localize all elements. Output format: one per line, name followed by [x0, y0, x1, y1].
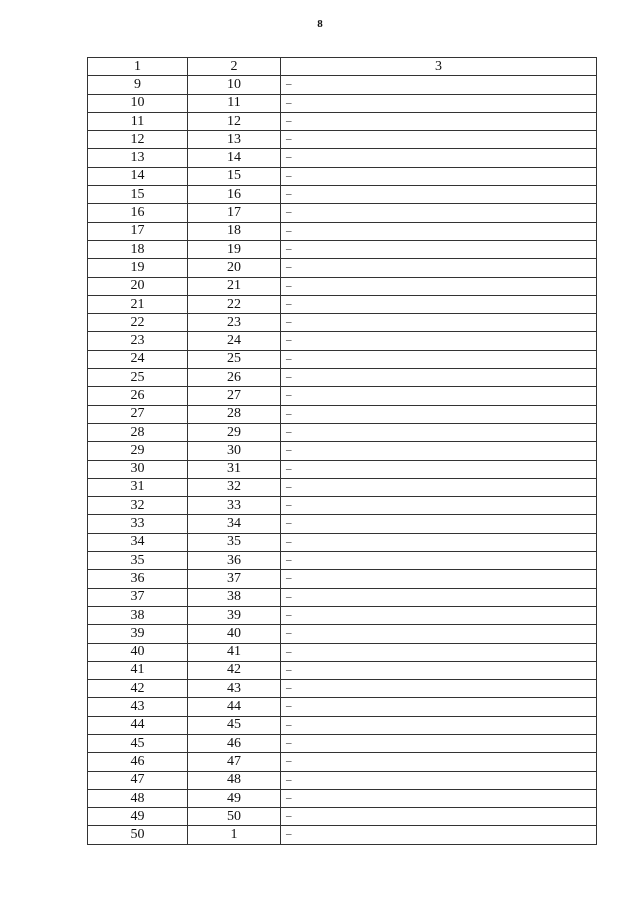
- column-header-3: 3: [281, 58, 597, 76]
- table-row: [88, 442, 597, 460]
- table-cell-col-1: 11: [88, 112, 188, 130]
- table-cell-col-3: –: [281, 94, 597, 112]
- table-cell-col-3: –: [281, 350, 597, 368]
- table-cell-col-1: 49: [88, 808, 188, 826]
- table-cell-col-1: 13: [88, 149, 188, 167]
- table-cell-col-2: 26: [188, 369, 281, 387]
- table-cell-col-3: –: [281, 625, 597, 643]
- table-cell-col-2: 19: [188, 240, 281, 258]
- table-cell-col-2: 35: [188, 533, 281, 551]
- table-cell-col-1: 41: [88, 661, 188, 679]
- table-cell-col-1: 21: [88, 295, 188, 313]
- table-cell-col-2: 31: [188, 460, 281, 478]
- table-row: [88, 332, 597, 350]
- table-cell-col-2: 34: [188, 515, 281, 533]
- table-row: [88, 734, 597, 752]
- table-row: [88, 789, 597, 807]
- table-cell-col-3: –: [281, 167, 597, 185]
- table-cell-col-3: –: [281, 661, 597, 679]
- table-row: [88, 94, 597, 112]
- table-cell-col-3: –: [281, 277, 597, 295]
- table-cell-col-1: 32: [88, 497, 188, 515]
- table-cell-col-2: 33: [188, 497, 281, 515]
- table-cell-col-2: 23: [188, 314, 281, 332]
- table-row: [88, 478, 597, 496]
- table-header-row: [88, 58, 597, 76]
- table-cell-col-3: –: [281, 369, 597, 387]
- table-cell-col-1: 31: [88, 478, 188, 496]
- table-cell-col-3: –: [281, 771, 597, 789]
- table-cell-col-1: 44: [88, 716, 188, 734]
- table-cell-col-1: 29: [88, 442, 188, 460]
- table-cell-col-1: 47: [88, 771, 188, 789]
- column-header-1: 1: [88, 58, 188, 76]
- table-cell-col-1: 20: [88, 277, 188, 295]
- table-cell-col-3: –: [281, 442, 597, 460]
- table-row: [88, 204, 597, 222]
- table-row: [88, 460, 597, 478]
- table-row: [88, 570, 597, 588]
- table-row: [88, 277, 597, 295]
- table-cell-col-3: –: [281, 680, 597, 698]
- table-cell-col-3: –: [281, 789, 597, 807]
- table-cell-col-2: 45: [188, 716, 281, 734]
- table-cell-col-2: 18: [188, 222, 281, 240]
- table-cell-col-2: 36: [188, 552, 281, 570]
- table-cell-col-2: 28: [188, 405, 281, 423]
- table-cell-col-2: 11: [188, 94, 281, 112]
- table-cell-col-3: –: [281, 716, 597, 734]
- table-row: [88, 405, 597, 423]
- table-cell-col-1: 37: [88, 588, 188, 606]
- table-cell-col-3: –: [281, 497, 597, 515]
- table-cell-col-3: –: [281, 295, 597, 313]
- table-cell-col-1: 33: [88, 515, 188, 533]
- table-cell-col-3: –: [281, 643, 597, 661]
- table-cell-col-1: 42: [88, 680, 188, 698]
- table-cell-col-3: –: [281, 734, 597, 752]
- table-row: [88, 167, 597, 185]
- table-cell-col-1: 38: [88, 606, 188, 624]
- table-cell-col-3: –: [281, 478, 597, 496]
- table-row: [88, 643, 597, 661]
- table-cell-col-1: 25: [88, 369, 188, 387]
- table-cell-col-1: 9: [88, 76, 188, 94]
- table-cell-col-3: –: [281, 259, 597, 277]
- table-cell-col-3: –: [281, 76, 597, 94]
- table-row: [88, 387, 597, 405]
- table-cell-col-2: 39: [188, 606, 281, 624]
- table-cell-col-2: 13: [188, 131, 281, 149]
- table-cell-col-3: –: [281, 698, 597, 716]
- table-row: [88, 771, 597, 789]
- table-cell-col-3: –: [281, 387, 597, 405]
- table-cell-col-2: 41: [188, 643, 281, 661]
- table-cell-col-2: 44: [188, 698, 281, 716]
- table-cell-col-3: –: [281, 588, 597, 606]
- table-cell-col-2: 22: [188, 295, 281, 313]
- table-cell-col-3: –: [281, 423, 597, 441]
- page-number: 8: [317, 18, 323, 30]
- table-cell-col-1: 22: [88, 314, 188, 332]
- table-row: [88, 625, 597, 643]
- table-cell-col-3: –: [281, 112, 597, 130]
- table-cell-col-2: 17: [188, 204, 281, 222]
- table-cell-col-3: –: [281, 552, 597, 570]
- table-cell-col-3: –: [281, 405, 597, 423]
- table-cell-col-1: 27: [88, 405, 188, 423]
- table-cell-col-3: –: [281, 240, 597, 258]
- table-cell-col-1: 19: [88, 259, 188, 277]
- table-cell-col-2: 20: [188, 259, 281, 277]
- table-cell-col-1: 40: [88, 643, 188, 661]
- table-row: [88, 222, 597, 240]
- table-cell-col-1: 23: [88, 332, 188, 350]
- table-row: [88, 515, 597, 533]
- table-cell-col-2: 21: [188, 277, 281, 295]
- table-row: [88, 808, 597, 826]
- table-cell-col-2: 32: [188, 478, 281, 496]
- table-cell-col-3: –: [281, 186, 597, 204]
- table-cell-col-1: 10: [88, 94, 188, 112]
- table-cell-col-2: 42: [188, 661, 281, 679]
- table-cell-col-1: 45: [88, 734, 188, 752]
- table-cell-col-3: –: [281, 131, 597, 149]
- table-row: [88, 661, 597, 679]
- table-cell-col-1: 48: [88, 789, 188, 807]
- table-row: [88, 588, 597, 606]
- table-cell-col-2: 25: [188, 350, 281, 368]
- table-cell-col-1: 26: [88, 387, 188, 405]
- table-cell-col-2: 49: [188, 789, 281, 807]
- table-row: [88, 680, 597, 698]
- table-cell-col-2: 46: [188, 734, 281, 752]
- table-cell-col-3: –: [281, 515, 597, 533]
- table-cell-col-2: 37: [188, 570, 281, 588]
- table-cell-col-3: –: [281, 332, 597, 350]
- table-cell-col-1: 17: [88, 222, 188, 240]
- table-row: [88, 240, 597, 258]
- table-cell-col-2: 27: [188, 387, 281, 405]
- table-row: [88, 497, 597, 515]
- table-row: [88, 295, 597, 313]
- table-row: [88, 149, 597, 167]
- table-cell-col-2: 30: [188, 442, 281, 460]
- table-cell-col-2: 1: [188, 826, 281, 844]
- table-cell-col-1: 35: [88, 552, 188, 570]
- table-cell-col-3: –: [281, 533, 597, 551]
- table-cell-col-3: –: [281, 204, 597, 222]
- table-cell-col-3: –: [281, 149, 597, 167]
- table-cell-col-2: 10: [188, 76, 281, 94]
- table-cell-col-1: 50: [88, 826, 188, 844]
- table-body: [88, 76, 597, 844]
- table-cell-col-1: 34: [88, 533, 188, 551]
- table-cell-col-2: 24: [188, 332, 281, 350]
- table-cell-col-3: –: [281, 460, 597, 478]
- table-cell-col-1: 12: [88, 131, 188, 149]
- table-row: [88, 369, 597, 387]
- column-header-2: 2: [188, 58, 281, 76]
- table-row: [88, 552, 597, 570]
- table-cell-col-3: –: [281, 606, 597, 624]
- table-cell-col-2: 15: [188, 167, 281, 185]
- table-row: [88, 533, 597, 551]
- table-row: [88, 259, 597, 277]
- table-cell-col-1: 18: [88, 240, 188, 258]
- table-cell-col-1: 39: [88, 625, 188, 643]
- table-cell-col-2: 14: [188, 149, 281, 167]
- table-row: [88, 131, 597, 149]
- table-row: [88, 606, 597, 624]
- table-cell-col-2: 38: [188, 588, 281, 606]
- table-row: [88, 76, 597, 94]
- table-row: [88, 314, 597, 332]
- table-cell-col-1: 15: [88, 186, 188, 204]
- table-cell-col-3: –: [281, 826, 597, 844]
- table-cell-col-2: 16: [188, 186, 281, 204]
- table-cell-col-1: 28: [88, 423, 188, 441]
- table-cell-col-2: 47: [188, 753, 281, 771]
- table-cell-col-1: 43: [88, 698, 188, 716]
- table-cell-col-2: 48: [188, 771, 281, 789]
- table-cell-col-3: –: [281, 570, 597, 588]
- table-row: [88, 698, 597, 716]
- table-cell-col-3: –: [281, 753, 597, 771]
- table-cell-col-3: –: [281, 314, 597, 332]
- table-cell-col-2: 43: [188, 680, 281, 698]
- table-cell-col-2: 29: [188, 423, 281, 441]
- table-cell-col-1: 24: [88, 350, 188, 368]
- table-row: [88, 186, 597, 204]
- table-cell-col-1: 36: [88, 570, 188, 588]
- table-cell-col-1: 46: [88, 753, 188, 771]
- data-table: [87, 57, 597, 845]
- table-cell-col-3: –: [281, 808, 597, 826]
- table-cell-col-2: 12: [188, 112, 281, 130]
- table-row: [88, 423, 597, 441]
- table-cell-col-2: 50: [188, 808, 281, 826]
- table-cell-col-1: 16: [88, 204, 188, 222]
- table-row: [88, 753, 597, 771]
- table-cell-col-3: –: [281, 222, 597, 240]
- table-row: [88, 716, 597, 734]
- table-cell-col-1: 30: [88, 460, 188, 478]
- table-row: [88, 826, 597, 844]
- table-row: [88, 112, 597, 130]
- table-row: [88, 350, 597, 368]
- table-cell-col-1: 14: [88, 167, 188, 185]
- table-cell-col-2: 40: [188, 625, 281, 643]
